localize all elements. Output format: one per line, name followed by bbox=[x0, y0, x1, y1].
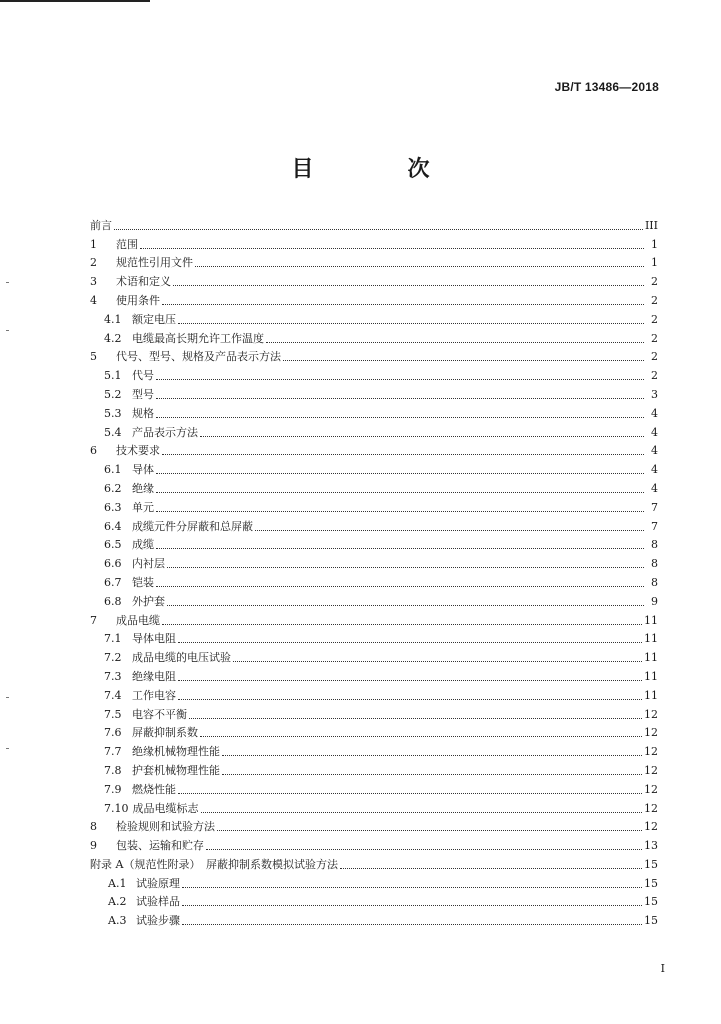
toc-entry-number: 6.7 bbox=[104, 575, 122, 589]
toc-entry-label: 规格 bbox=[132, 406, 154, 420]
scan-mark bbox=[6, 748, 9, 749]
page-title: 目 次 bbox=[291, 157, 466, 182]
toc-entry-label: 成缆元件分屏蔽和总屏蔽 bbox=[132, 519, 253, 533]
toc-entry-number: 6.2 bbox=[104, 481, 122, 495]
toc-entry[interactable] bbox=[90, 891, 658, 910]
toc-entry-number: 7.2 bbox=[104, 651, 122, 665]
toc-entry-page: 15 bbox=[644, 914, 658, 928]
toc-entry-number: 1 bbox=[90, 237, 97, 251]
toc-entry-page: 12 bbox=[644, 801, 658, 815]
dot-leader bbox=[222, 773, 642, 775]
toc-entry-label: 成缆 bbox=[132, 538, 154, 552]
toc-entry-page: 9 bbox=[651, 594, 658, 608]
dot-leader bbox=[182, 886, 642, 888]
toc-entry-label: 导体 bbox=[132, 463, 154, 477]
toc-entry-page: 2 bbox=[651, 331, 658, 345]
toc-entry-number: A.2 bbox=[108, 895, 127, 909]
dot-leader bbox=[201, 811, 643, 813]
toc-entry-number: 5 bbox=[90, 350, 97, 364]
toc-entry-label: 试验步骤 bbox=[136, 914, 180, 928]
dot-leader bbox=[283, 359, 644, 361]
toc-entry[interactable] bbox=[90, 797, 658, 816]
dot-leader bbox=[178, 679, 642, 681]
toc-entry[interactable] bbox=[90, 590, 658, 609]
toc-entry-label: 电容不平衡 bbox=[132, 707, 187, 721]
toc-entry-page: 4 bbox=[651, 481, 658, 495]
scan-top-border bbox=[0, 0, 150, 2]
toc-entry-label: 使用条件 bbox=[116, 293, 160, 307]
toc-entry[interactable] bbox=[90, 421, 658, 440]
toc-entry-number: 5.4 bbox=[104, 425, 122, 439]
toc-entry[interactable] bbox=[90, 816, 658, 835]
toc-entry-number: 5.2 bbox=[104, 387, 122, 401]
toc-entry[interactable] bbox=[90, 609, 658, 628]
toc-entry-page: 3 bbox=[651, 387, 658, 401]
toc-entry[interactable] bbox=[90, 402, 658, 421]
toc-entry-number: 6 bbox=[90, 444, 97, 458]
toc-entry[interactable] bbox=[90, 289, 658, 308]
toc-entry-page: 12 bbox=[644, 820, 658, 834]
toc-entry[interactable] bbox=[90, 383, 658, 402]
toc-entry-label: 包装、运输和贮存 bbox=[116, 839, 204, 853]
toc-entry[interactable] bbox=[90, 646, 658, 665]
toc-entry[interactable] bbox=[90, 909, 658, 928]
toc-entry-number: 4 bbox=[90, 293, 97, 307]
dot-leader bbox=[233, 660, 642, 662]
toc-entry[interactable] bbox=[90, 496, 658, 515]
toc-entry[interactable] bbox=[90, 477, 658, 496]
dot-leader bbox=[167, 566, 644, 568]
toc-entry[interactable] bbox=[90, 270, 658, 289]
scan-mark bbox=[6, 330, 9, 331]
toc-entry[interactable] bbox=[90, 214, 658, 233]
toc-entry-number: 6.6 bbox=[104, 557, 122, 571]
toc-entry[interactable] bbox=[90, 665, 658, 684]
toc-entry-label: 燃烧性能 bbox=[132, 782, 176, 796]
toc-entry-number: 6.8 bbox=[104, 594, 122, 608]
dot-leader bbox=[178, 641, 642, 643]
toc-entry-number: 7.1 bbox=[104, 632, 122, 646]
toc-entry[interactable] bbox=[90, 853, 658, 872]
scan-mark bbox=[6, 282, 9, 283]
toc-entry-page: 12 bbox=[644, 782, 658, 796]
dot-leader bbox=[156, 416, 644, 418]
toc-entry-page: 1 bbox=[651, 237, 658, 251]
dot-leader bbox=[189, 717, 642, 719]
toc-entry-label: 电缆最高长期允许工作温度 bbox=[132, 331, 264, 345]
toc-entry-page: 7 bbox=[651, 519, 658, 533]
toc-entry-page: 1 bbox=[651, 256, 658, 270]
toc-entry-label: 规范性引用文件 bbox=[116, 256, 193, 270]
table-of-contents bbox=[90, 214, 658, 928]
dot-leader bbox=[182, 904, 642, 906]
toc-entry[interactable] bbox=[90, 834, 658, 853]
toc-entry-label: 护套机械物理性能 bbox=[132, 763, 220, 777]
toc-entry-label: 内衬层 bbox=[132, 557, 165, 571]
toc-entry-label: 外护套 bbox=[132, 594, 165, 608]
toc-entry-number: 9 bbox=[90, 839, 97, 853]
toc-entry-label: 单元 bbox=[132, 500, 154, 514]
dot-leader bbox=[156, 510, 644, 512]
toc-entry-page: III bbox=[644, 218, 658, 232]
toc-entry-page: 2 bbox=[651, 293, 658, 307]
toc-entry-number: 7.4 bbox=[104, 688, 122, 702]
dot-leader bbox=[266, 341, 644, 343]
toc-entry-number: 7.3 bbox=[104, 669, 122, 683]
toc-entry-label: 附录 A（规范性附录） 屏蔽抑制系数模拟试验方法 bbox=[90, 857, 338, 871]
dot-leader bbox=[156, 378, 644, 380]
toc-entry-number: 8 bbox=[90, 820, 97, 834]
toc-entry[interactable] bbox=[90, 684, 658, 703]
toc-entry[interactable] bbox=[90, 458, 658, 477]
toc-entry[interactable] bbox=[90, 872, 658, 891]
dot-leader bbox=[182, 923, 642, 925]
dot-leader bbox=[156, 491, 644, 493]
toc-entry[interactable] bbox=[90, 571, 658, 590]
toc-entry-page: 2 bbox=[651, 350, 658, 364]
toc-entry[interactable] bbox=[90, 252, 658, 271]
toc-entry-number: 6.5 bbox=[104, 538, 122, 552]
dot-leader bbox=[255, 529, 644, 531]
toc-entry-number: 3 bbox=[90, 275, 97, 289]
dot-leader bbox=[173, 284, 644, 286]
toc-entry-label: 代号、型号、规格及产品表示方法 bbox=[116, 350, 281, 364]
toc-entry[interactable] bbox=[90, 364, 658, 383]
toc-entry-number: 5.1 bbox=[104, 369, 122, 383]
toc-entry-page: 4 bbox=[651, 463, 658, 477]
toc-entry-number: 4.2 bbox=[104, 331, 122, 345]
toc-entry-page: 4 bbox=[651, 425, 658, 439]
toc-entry-page: 11 bbox=[644, 613, 658, 627]
toc-entry-page: 8 bbox=[651, 575, 658, 589]
toc-entry-label: 绝缘 bbox=[132, 481, 154, 495]
toc-entry[interactable] bbox=[90, 628, 658, 647]
standard-code: JB/T 13486—2018 bbox=[554, 80, 659, 94]
toc-entry-label: 试验样品 bbox=[136, 895, 180, 909]
dot-leader bbox=[200, 735, 642, 737]
toc-entry-label: 前言 bbox=[90, 218, 112, 232]
toc-entry[interactable] bbox=[90, 778, 658, 797]
dot-leader bbox=[114, 228, 643, 230]
toc-entry-page: 7 bbox=[651, 500, 658, 514]
toc-entry-page: 2 bbox=[651, 369, 658, 383]
toc-entry[interactable] bbox=[90, 703, 658, 722]
toc-entry-number: 4.1 bbox=[104, 312, 122, 326]
toc-entry-label: 绝缘机械物理性能 bbox=[132, 745, 220, 759]
toc-entry-number: 2 bbox=[90, 256, 97, 270]
toc-entry-page: 12 bbox=[644, 745, 658, 759]
toc-entry[interactable] bbox=[90, 440, 658, 459]
toc-entry-label: 屏蔽抑制系数 bbox=[132, 726, 198, 740]
toc-entry-number: 6.3 bbox=[104, 500, 122, 514]
toc-entry-label: 型号 bbox=[132, 387, 154, 401]
toc-entry-label: 绝缘电阻 bbox=[132, 669, 176, 683]
toc-entry-number: 7.9 bbox=[104, 782, 122, 796]
toc-entry-label: 代号 bbox=[132, 369, 154, 383]
toc-entry-page: 11 bbox=[644, 632, 658, 646]
dot-leader bbox=[200, 435, 644, 437]
toc-entry-page: 13 bbox=[644, 839, 658, 853]
toc-entry-page: 12 bbox=[644, 726, 658, 740]
toc-entry-page: 11 bbox=[644, 688, 658, 702]
toc-entry-label: 成品电缆的电压试验 bbox=[132, 651, 231, 665]
toc-entry-label: 试验原理 bbox=[136, 876, 180, 890]
toc-entry-label: 成品电缆标志 bbox=[132, 801, 199, 815]
dot-leader bbox=[156, 547, 644, 549]
toc-entry-page: 2 bbox=[651, 275, 658, 289]
toc-entry-label: 导体电阻 bbox=[132, 632, 176, 646]
toc-entry-number: 6.1 bbox=[104, 463, 122, 477]
page-number: I bbox=[660, 962, 665, 975]
dot-leader bbox=[178, 792, 642, 794]
toc-entry[interactable] bbox=[90, 346, 658, 365]
dot-leader bbox=[140, 247, 644, 249]
toc-entry-number: A.3 bbox=[108, 914, 127, 928]
toc-entry-page: 4 bbox=[651, 406, 658, 420]
toc-entry-page: 12 bbox=[644, 707, 658, 721]
dot-leader bbox=[156, 397, 644, 399]
dot-leader bbox=[156, 472, 644, 474]
dot-leader bbox=[162, 303, 644, 305]
toc-entry-label: 检验规则和试验方法 bbox=[116, 820, 215, 834]
toc-entry-number: 7.6 bbox=[104, 726, 122, 740]
scan-mark bbox=[6, 697, 9, 698]
toc-entry[interactable] bbox=[90, 552, 658, 571]
toc-entry-number: 7.5 bbox=[104, 707, 122, 721]
toc-entry-page: 11 bbox=[644, 651, 658, 665]
toc-entry-label: 成品电缆 bbox=[116, 613, 160, 627]
dot-leader bbox=[178, 322, 644, 324]
toc-entry-number: 7 bbox=[90, 613, 97, 627]
toc-entry-number: 5.3 bbox=[104, 406, 122, 420]
dot-leader bbox=[162, 453, 644, 455]
toc-entry[interactable] bbox=[90, 327, 658, 346]
dot-leader bbox=[167, 604, 644, 606]
toc-entry-label: 铠装 bbox=[132, 575, 154, 589]
toc-entry[interactable] bbox=[90, 308, 658, 327]
toc-entry-page: 2 bbox=[651, 312, 658, 326]
toc-entry[interactable] bbox=[90, 233, 658, 252]
toc-entry-page: 8 bbox=[651, 557, 658, 571]
toc-entry[interactable] bbox=[90, 534, 658, 553]
toc-entry[interactable] bbox=[90, 740, 658, 759]
toc-entry-label: 范围 bbox=[116, 237, 138, 251]
toc-entry-page: 11 bbox=[644, 669, 658, 683]
toc-entry-number: 7.10 bbox=[104, 801, 129, 815]
toc-entry-page: 15 bbox=[644, 895, 658, 909]
toc-entry-label: 额定电压 bbox=[132, 312, 176, 326]
toc-entry-number: 7.8 bbox=[104, 763, 122, 777]
toc-entry[interactable] bbox=[90, 515, 658, 534]
dot-leader bbox=[340, 867, 642, 869]
dot-leader bbox=[162, 623, 642, 625]
dot-leader bbox=[206, 848, 642, 850]
dot-leader bbox=[156, 585, 644, 587]
toc-entry-number: 7.7 bbox=[104, 745, 122, 759]
dot-leader bbox=[217, 829, 642, 831]
dot-leader bbox=[178, 698, 642, 700]
toc-entry-page: 15 bbox=[644, 857, 658, 871]
toc-entry-label: 技术要求 bbox=[116, 444, 160, 458]
dot-leader bbox=[195, 265, 644, 267]
toc-entry-page: 4 bbox=[651, 444, 658, 458]
toc-entry-label: 产品表示方法 bbox=[132, 425, 198, 439]
toc-entry[interactable] bbox=[90, 759, 658, 778]
toc-entry-label: 术语和定义 bbox=[116, 275, 171, 289]
toc-entry-page: 8 bbox=[651, 538, 658, 552]
toc-entry-number: 6.4 bbox=[104, 519, 122, 533]
toc-entry-page: 12 bbox=[644, 763, 658, 777]
dot-leader bbox=[222, 754, 642, 756]
toc-entry-number: A.1 bbox=[108, 876, 127, 890]
toc-entry-label: 工作电容 bbox=[132, 688, 176, 702]
toc-entry[interactable] bbox=[90, 722, 658, 741]
toc-entry-page: 15 bbox=[644, 876, 658, 890]
